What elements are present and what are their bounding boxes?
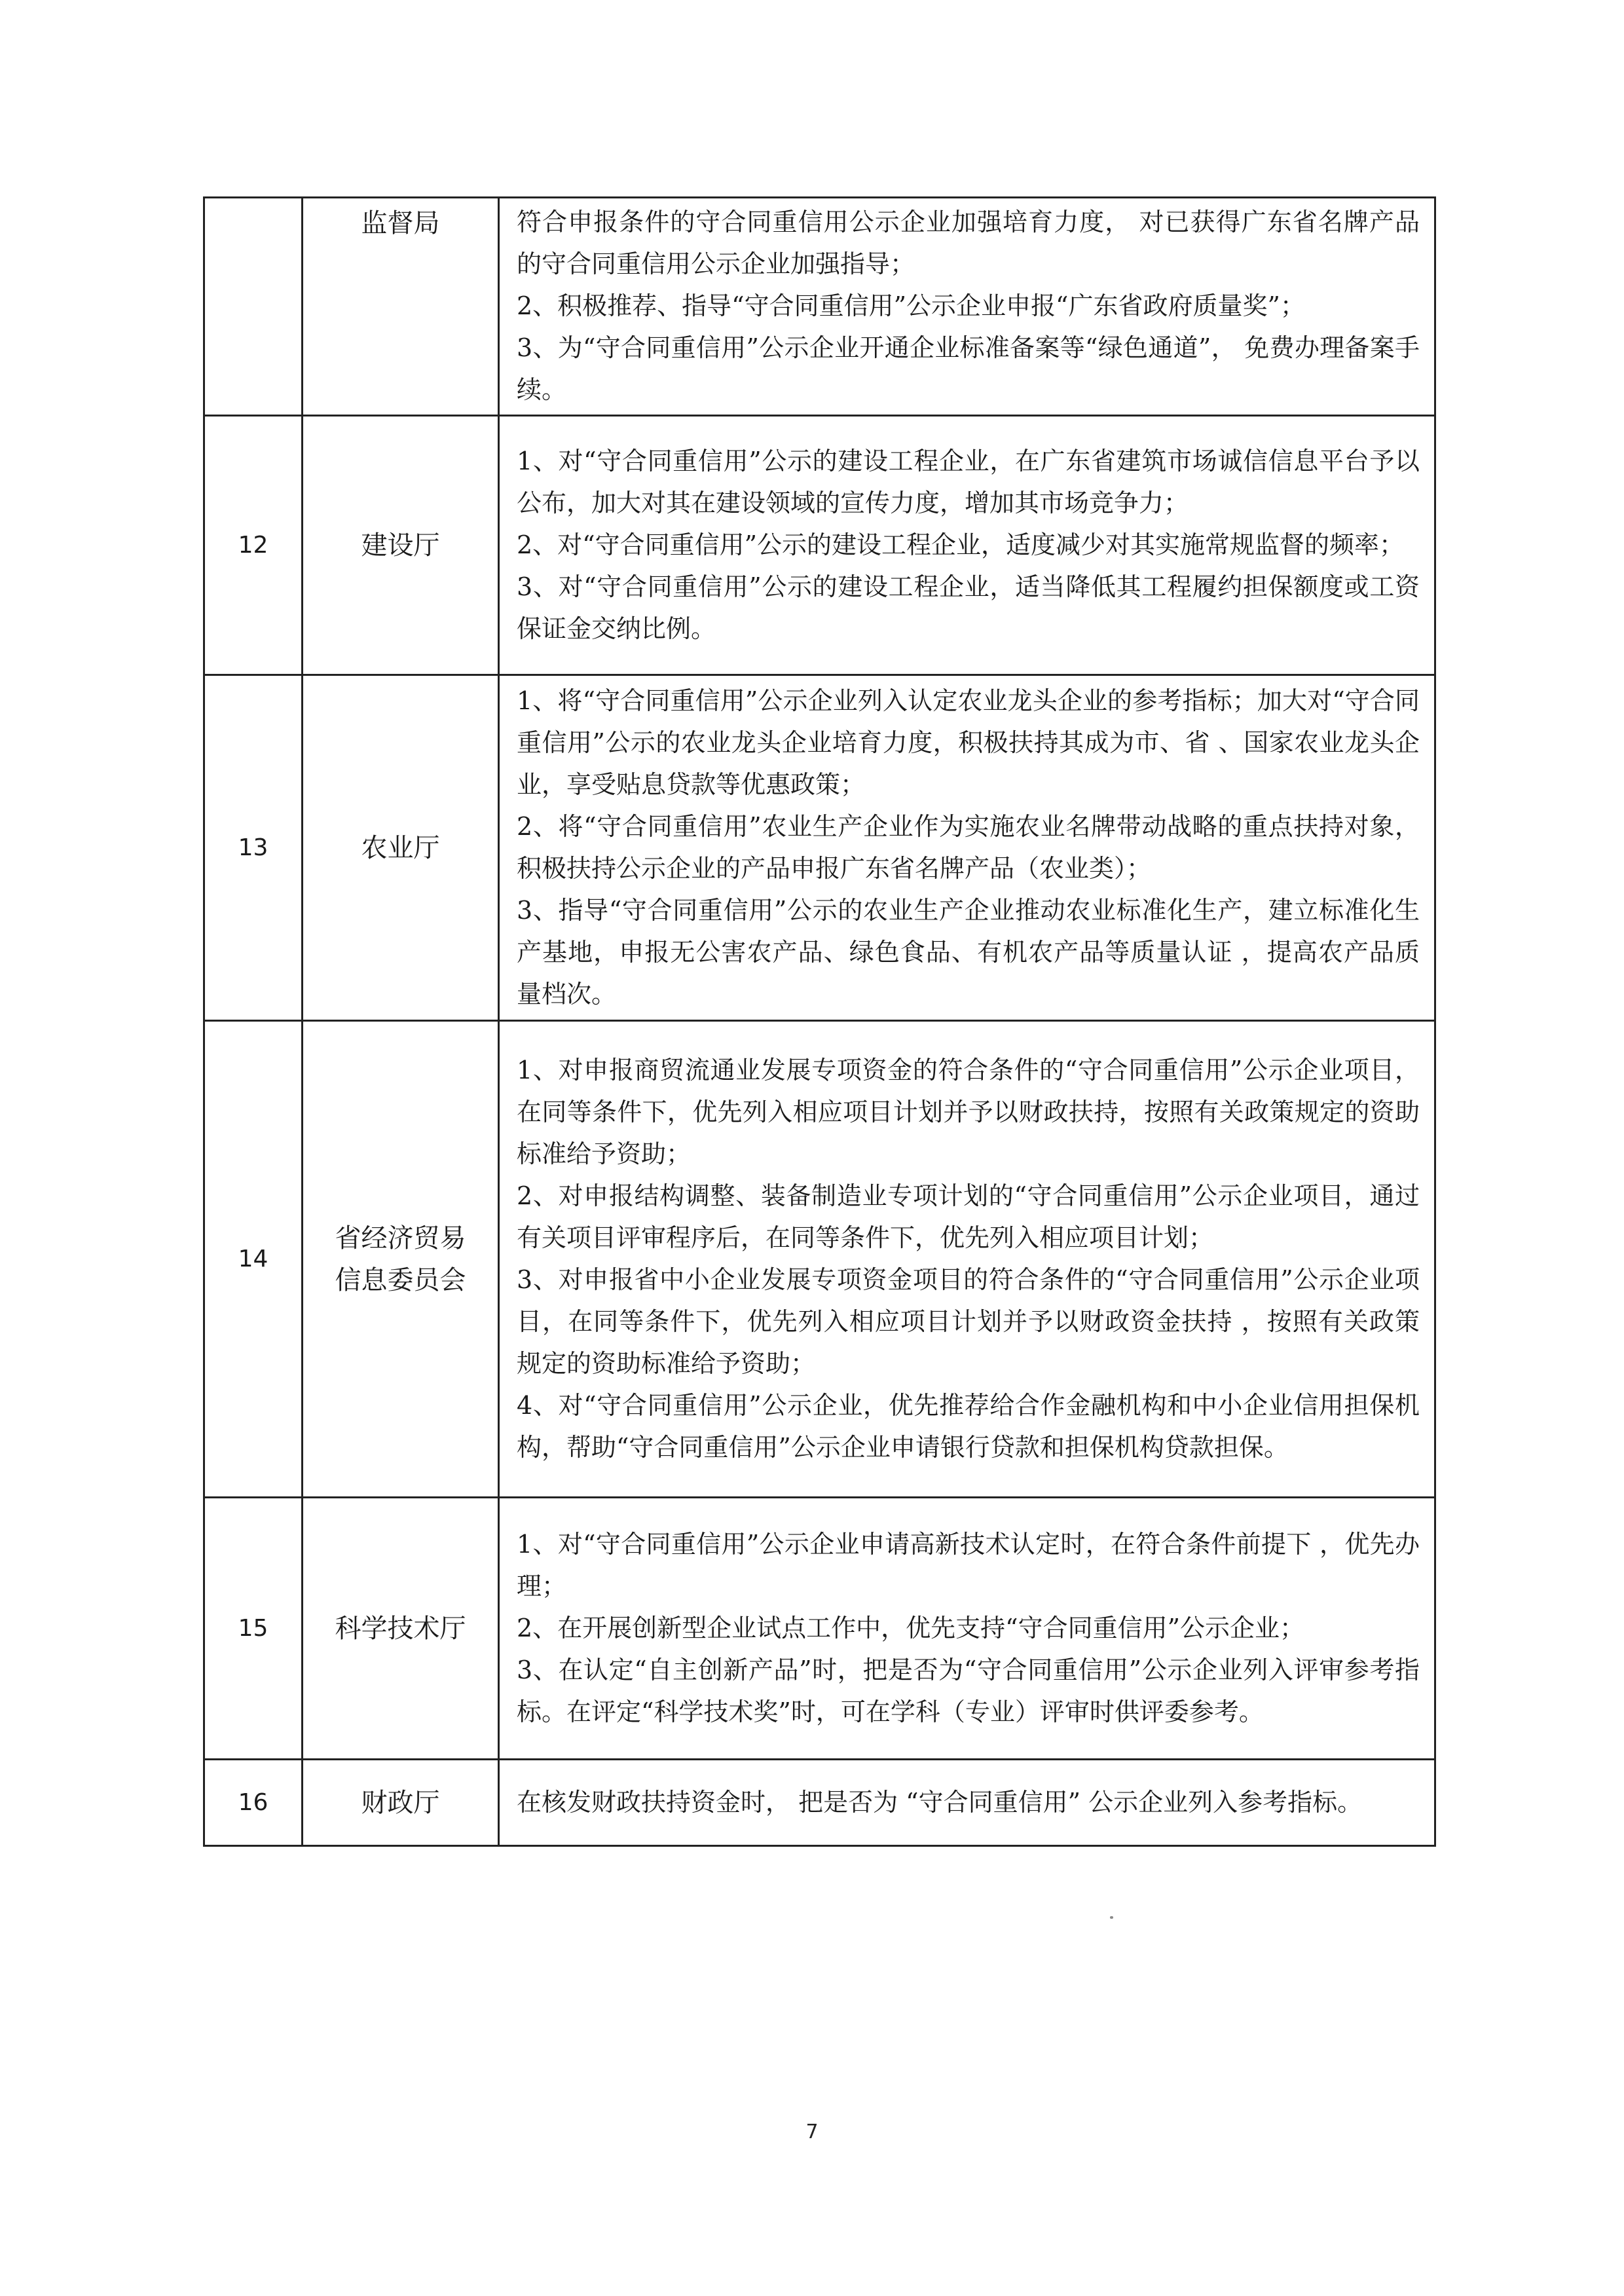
measure-item: 1、对申报商贸流通业发展专项资金的符合条件的“守合同重信用”公示企业项目，在同等条件下，优先列入相应项目计划并予以财政扶持，按照有关政策规定的资助标准给予资助； bbox=[517, 1055, 1420, 1168]
table-row bbox=[204, 1021, 1435, 1498]
row-number: 15 bbox=[204, 1498, 303, 1760]
measure-item: 2、在开展创新型企业试点工作中，优先支持“守合同重信用”公示企业； bbox=[517, 1613, 1305, 1642]
table-row bbox=[204, 1498, 1435, 1760]
measure-item: 3、指导“守合同重信用”公示的农业生产企业推动农业标准化生产，建立标准化生产基地，申报无公害农产品、绿色食品、有机农产品等质量认证 ，提高农产品质量档次。 bbox=[517, 895, 1420, 1009]
measure-item: 2、将“守合同重信用”农业生产企业作为实施农业名牌带动战略的重点扶持对象，积极扶持公示企业的产品申报广东省名牌产品（农业类）； bbox=[517, 811, 1420, 883]
measures-cell bbox=[499, 675, 1435, 1021]
policy-table bbox=[203, 196, 1436, 1847]
measure-item: 3、对申报省中小企业发展专项资金项目的符合条件的“守合同重信用”公示企业项目，在同等条件下，优先列入相应项目计划并予以财政资金扶持 ，按照有关政策规定的资助标准给予资助； bbox=[517, 1265, 1420, 1378]
measures-cell bbox=[499, 198, 1435, 416]
measure-item: 符合申报条件的守合同重信用公示企业加强培育力度， 对已获得广东省名牌产品的守合同重信用公示企业加强指导； bbox=[517, 208, 1420, 278]
row-number: 16 bbox=[204, 1760, 303, 1846]
department-name: 农业厅 bbox=[303, 675, 499, 1021]
department-name: 建设厅 bbox=[303, 416, 499, 675]
measures-cell bbox=[499, 1498, 1435, 1760]
measure-item: 3、在认定“自主创新产品”时，把是否为“守合同重信用”公示企业列入评审参考指标。在评定“科学技术奖”时，可在学科（专业）评审时供评委参考。 bbox=[517, 1655, 1420, 1726]
row-number bbox=[204, 198, 303, 416]
scan-speck bbox=[1110, 1916, 1113, 1919]
measures-cell bbox=[499, 1760, 1435, 1846]
measures-cell bbox=[499, 1021, 1435, 1498]
department-name: 财政厅 bbox=[303, 1760, 499, 1846]
department-name: 科学技术厅 bbox=[303, 1498, 499, 1760]
measure-item: 1、将“守合同重信用”公示企业列入认定农业龙头企业的参考指标；加大对“守合同重信用”公示的农业龙头企业培育力度，积极扶持其成为市、省 、国家农业龙头企业，享受贴息贷款等优惠政策； bbox=[517, 686, 1420, 799]
measures-cell bbox=[499, 416, 1435, 675]
department-name: 省经济贸易信息委员会 bbox=[303, 1021, 499, 1498]
measure-item: 3、对“守合同重信用”公示的建设工程企业，适当降低其工程履约担保额度或工资保证金交纳比例。 bbox=[517, 572, 1420, 643]
row-number: 14 bbox=[204, 1021, 303, 1498]
page-number: 7 bbox=[805, 2120, 819, 2143]
table-row bbox=[204, 675, 1435, 1021]
measure-item: 2、对申报结构调整、装备制造业专项计划的“守合同重信用”公示企业项目，通过有关项目评审程序后，在同等条件下，优先列入相应项目计划； bbox=[517, 1181, 1420, 1252]
row-number: 13 bbox=[204, 675, 303, 1021]
measure-item: 1、对“守合同重信用”公示的建设工程企业，在广东省建筑市场诚信信息平台予以公布，加大对其在建设领域的宣传力度，增加其市场竞争力； bbox=[517, 446, 1420, 517]
department-name: 监督局 bbox=[303, 198, 499, 416]
table-row bbox=[204, 198, 1435, 416]
measure-item: 4、对“守合同重信用”公示企业，优先推荐给合作金融机构和中小企业信用担保机构，帮助“守合同重信用”公示企业申请银行贷款和担保机构贷款担保。 bbox=[517, 1390, 1420, 1462]
row-number: 12 bbox=[204, 416, 303, 675]
table-row bbox=[204, 416, 1435, 675]
measure-item: 1、对“守合同重信用”公示企业申请高新技术认定时，在符合条件前提下 ，优先办理； bbox=[517, 1529, 1420, 1601]
measure-item: 在核发财政扶持资金时， 把是否为 “守合同重信用” 公示企业列入参考指标。 bbox=[517, 1787, 1363, 1817]
measure-item: 2、积极推荐、指导“守合同重信用”公示企业申报“广东省政府质量奖”； bbox=[517, 291, 1305, 320]
table-row bbox=[204, 1760, 1435, 1846]
measure-item: 2、对“守合同重信用”公示的建设工程企业，适度减少对其实施常规监督的频率； bbox=[517, 530, 1405, 559]
measure-item: 3、为“守合同重信用”公示企业开通企业标准备案等“绿色通道”， 免费办理备案手续。 bbox=[517, 333, 1420, 404]
